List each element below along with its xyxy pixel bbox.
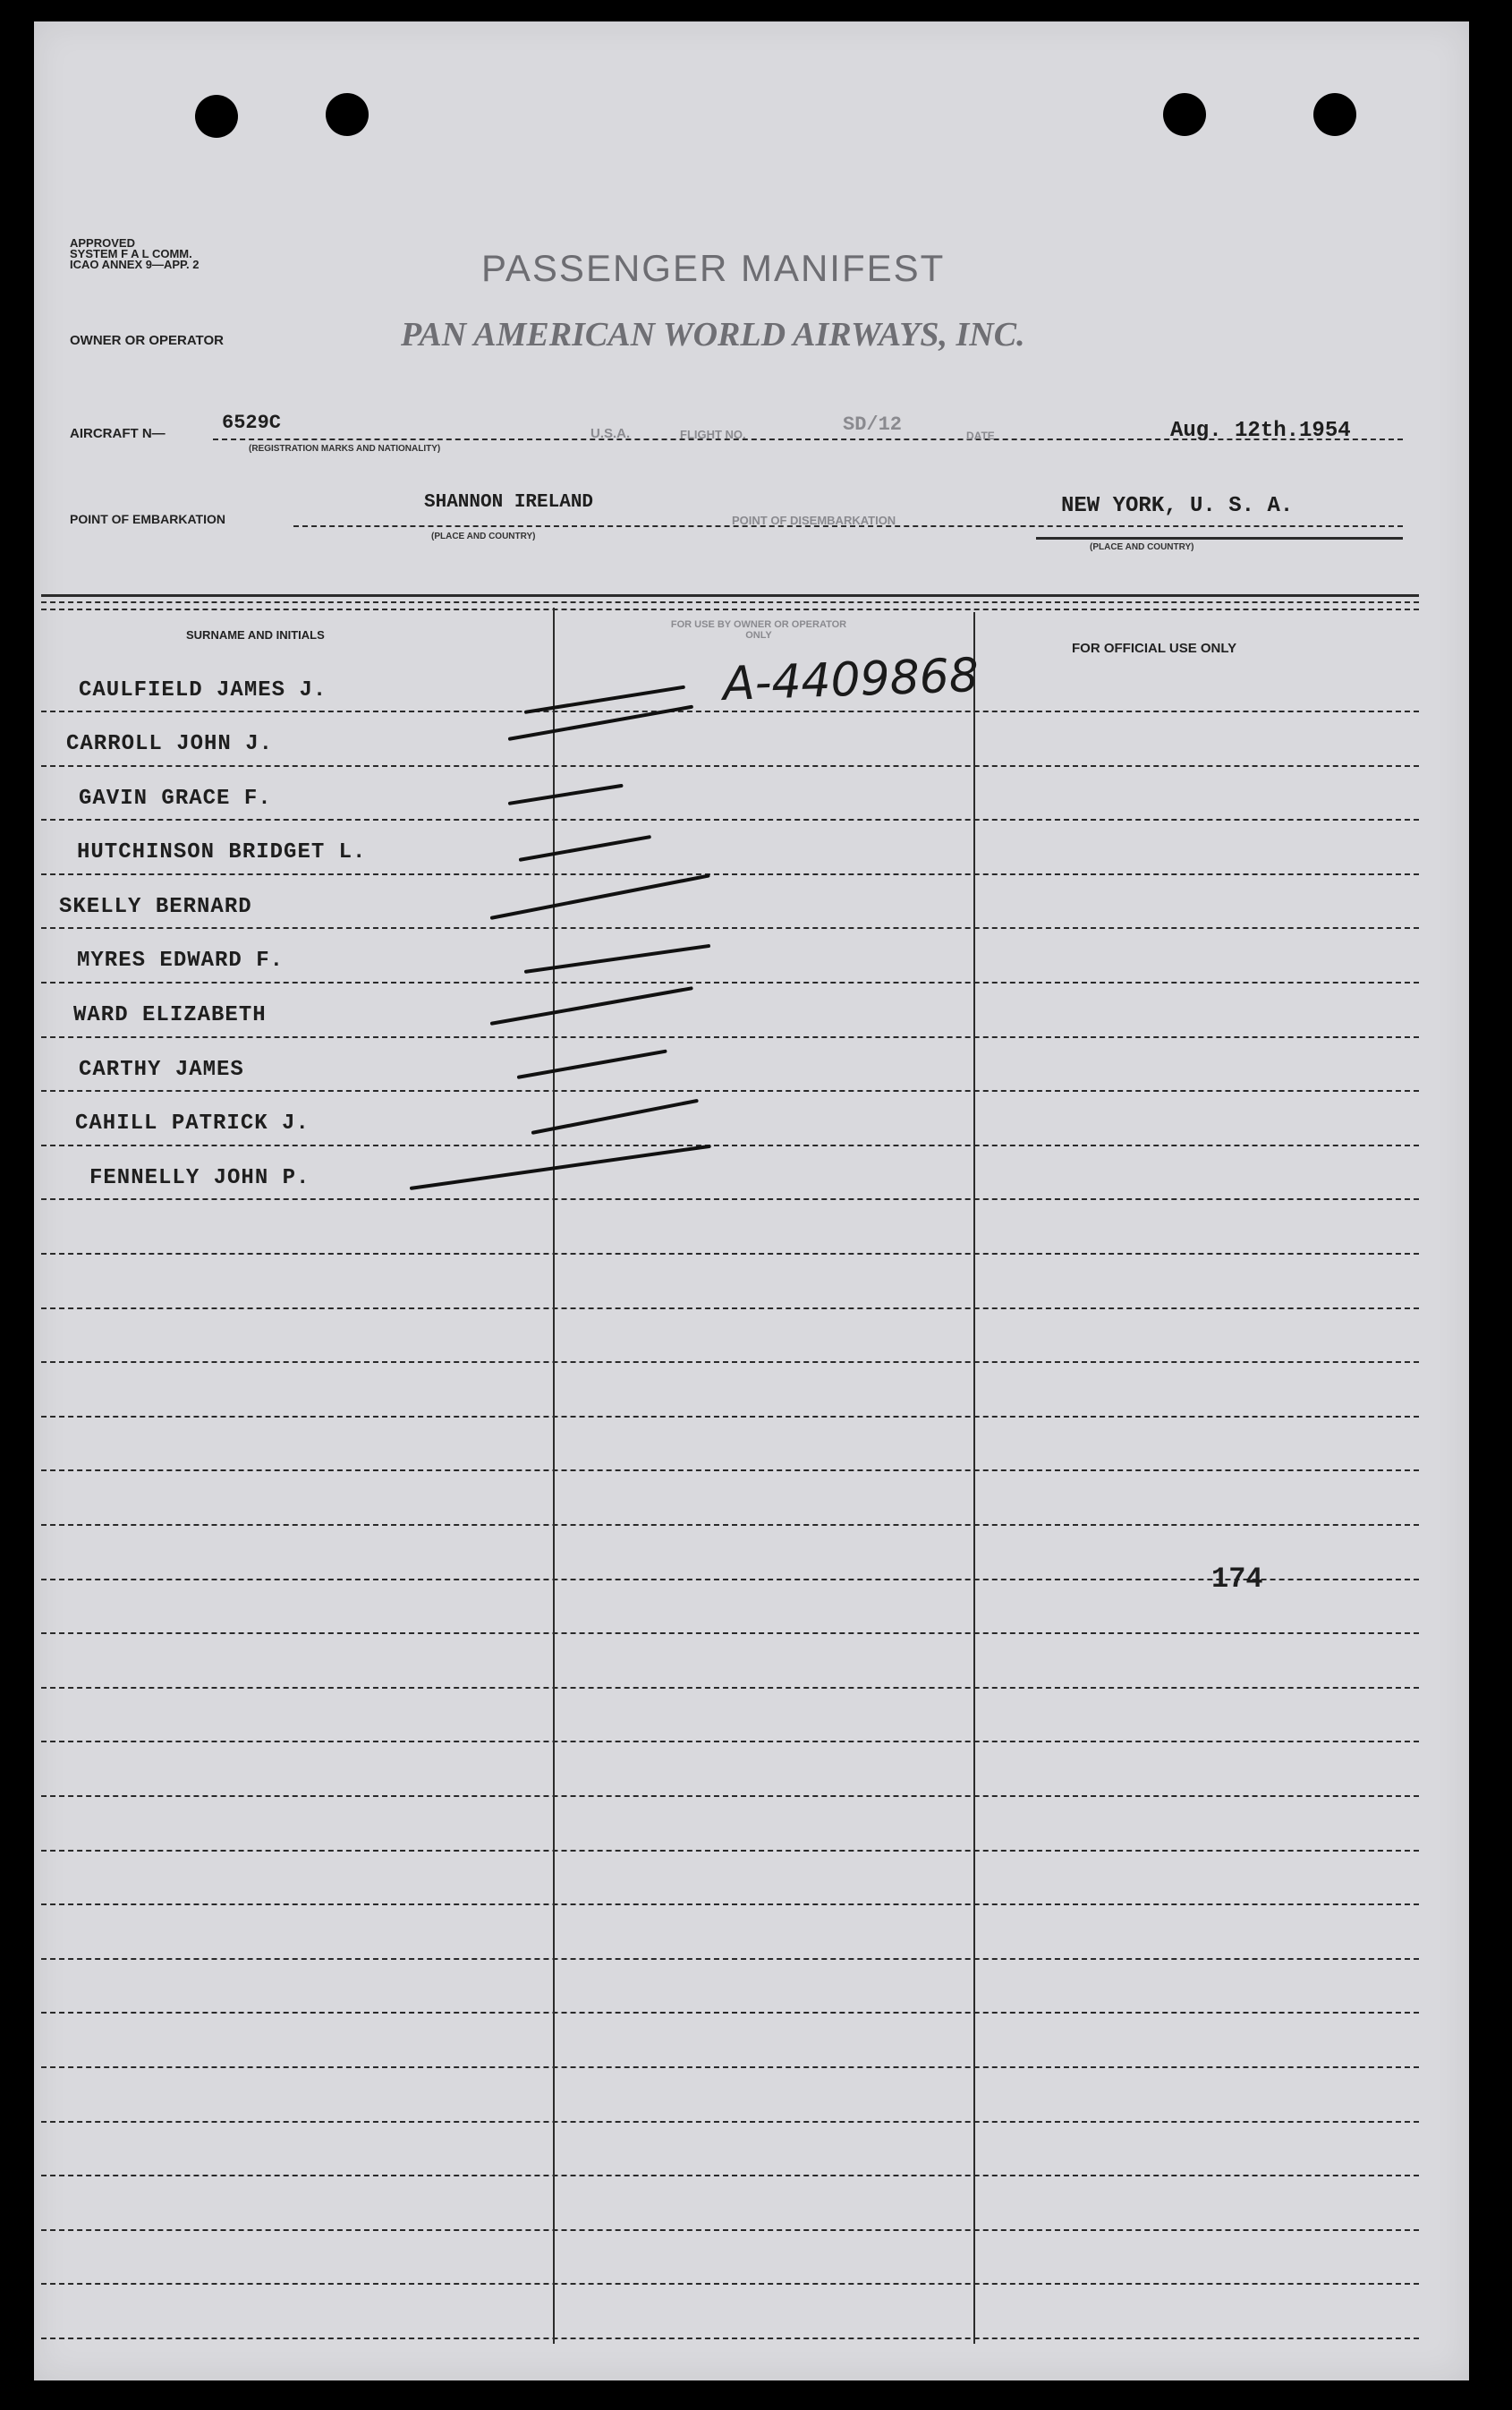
- page-number: 174: [1211, 1563, 1263, 1596]
- passenger-name: CAULFIELD JAMES J.: [79, 678, 327, 703]
- table-row-line: [41, 2229, 1419, 2231]
- punch-hole-2: [326, 93, 369, 136]
- punch-hole-1: [195, 95, 238, 138]
- approval-line: SYSTEM F A L COMM.: [70, 247, 192, 260]
- table-row-line: [41, 2283, 1419, 2285]
- table-row-line: [41, 1741, 1419, 1742]
- check-stroke: [508, 784, 624, 805]
- table-row-line: [41, 1253, 1419, 1255]
- table-row-line: [41, 873, 1419, 875]
- aircraft-value: 6529C: [222, 412, 282, 434]
- table-row-line: [41, 1524, 1419, 1526]
- disembark-label: POINT OF DISEMBARKATION: [732, 514, 896, 527]
- flight-value: SD/12: [843, 413, 903, 436]
- table-row-line: [41, 1632, 1419, 1634]
- approval-line: APPROVED: [70, 236, 135, 250]
- embark-label: POINT OF EMBARKATION: [70, 512, 225, 526]
- check-stroke: [490, 873, 710, 920]
- table-row-line: [41, 1416, 1419, 1418]
- owner-label: OWNER OR OPERATOR: [70, 333, 224, 348]
- table-row-line: [41, 2066, 1419, 2068]
- passenger-name: MYRES EDWARD F.: [77, 949, 285, 973]
- table-row-line: [41, 2175, 1419, 2176]
- punch-hole-3: [1163, 93, 1206, 136]
- flight-label: FLIGHT NO.: [680, 428, 746, 441]
- table-row-line: [41, 819, 1419, 821]
- table-row-line: [41, 927, 1419, 929]
- table-row-line: [41, 1958, 1419, 1960]
- table-row-line: [41, 2121, 1419, 2123]
- disembark-value: NEW YORK, U. S. A.: [1061, 494, 1294, 518]
- table-row-line: [41, 1145, 1419, 1146]
- disembark-caption: (PLACE AND COUNTRY): [1090, 542, 1194, 552]
- table-row-line: [41, 1361, 1419, 1363]
- passenger-name: FENNELLY JOHN P.: [89, 1166, 310, 1190]
- table-row-line: [41, 1903, 1419, 1905]
- table-row-line: [41, 1198, 1419, 1200]
- table-row-line: [41, 2012, 1419, 2014]
- column-divider-2: [973, 612, 975, 2344]
- table-row-line: [41, 1307, 1419, 1309]
- approval-line: ICAO ANNEX 9—APP. 2: [70, 258, 200, 271]
- check-stroke: [517, 1050, 667, 1079]
- column-divider-1: [553, 608, 555, 2344]
- punch-hole-4: [1313, 93, 1356, 136]
- table-row-line: [41, 2338, 1419, 2339]
- table-row-line: [41, 982, 1419, 984]
- passenger-name: WARD ELIZABETH: [73, 1003, 267, 1027]
- table-row-line: [41, 1687, 1419, 1689]
- check-stroke: [490, 986, 693, 1026]
- disembark-underline: [1036, 537, 1403, 540]
- approval-block: [70, 238, 200, 270]
- date-label: DATE: [966, 430, 995, 442]
- usa-label: U.S.A.: [590, 426, 631, 441]
- embark-value: SHANNON IRELAND: [424, 492, 594, 513]
- table-row-line: [41, 1795, 1419, 1797]
- column-header-official-use: FOR OFFICIAL USE ONLY: [1072, 641, 1237, 656]
- passenger-name: CARROLL JOHN J.: [66, 732, 274, 756]
- table-row-line: [41, 1469, 1419, 1471]
- operator-name: PAN AMERICAN WORLD AIRWAYS, INC.: [401, 316, 1025, 353]
- table-top-rule-3: [41, 609, 1419, 610]
- handwritten-note: A-4409868: [722, 649, 980, 711]
- passenger-name: HUTCHINSON BRIDGET L.: [77, 840, 367, 864]
- passenger-name: CAHILL PATRICK J.: [75, 1111, 310, 1136]
- table-row-line: [41, 765, 1419, 767]
- table-top-rule-2: [41, 601, 1419, 603]
- date-value: Aug. 12th.1954: [1170, 419, 1351, 443]
- page-title: PASSENGER MANIFEST: [481, 247, 946, 289]
- aircraft-label: AIRCRAFT N—: [70, 426, 166, 441]
- table-row-line: [41, 1036, 1419, 1038]
- check-stroke: [410, 1145, 711, 1190]
- table-row-line: [41, 1850, 1419, 1852]
- passenger-name: GAVIN GRACE F.: [79, 787, 272, 811]
- column-header-surname: SURNAME AND INITIALS: [186, 628, 325, 642]
- check-stroke: [519, 835, 651, 862]
- table-row-line: [41, 1090, 1419, 1092]
- passenger-name: SKELLY BERNARD: [59, 895, 252, 919]
- aircraft-caption: (REGISTRATION MARKS AND NATIONALITY): [249, 444, 441, 454]
- table-top-rule: [41, 594, 1419, 597]
- passenger-name: CARTHY JAMES: [79, 1058, 244, 1082]
- check-stroke: [531, 1099, 699, 1135]
- embark-caption: (PLACE AND COUNTRY): [431, 532, 536, 541]
- manifest-page: [34, 21, 1469, 2380]
- check-stroke: [524, 944, 711, 974]
- column-header-owner-use: FOR USE BY OWNER OR OPERATOR ONLY: [670, 619, 847, 641]
